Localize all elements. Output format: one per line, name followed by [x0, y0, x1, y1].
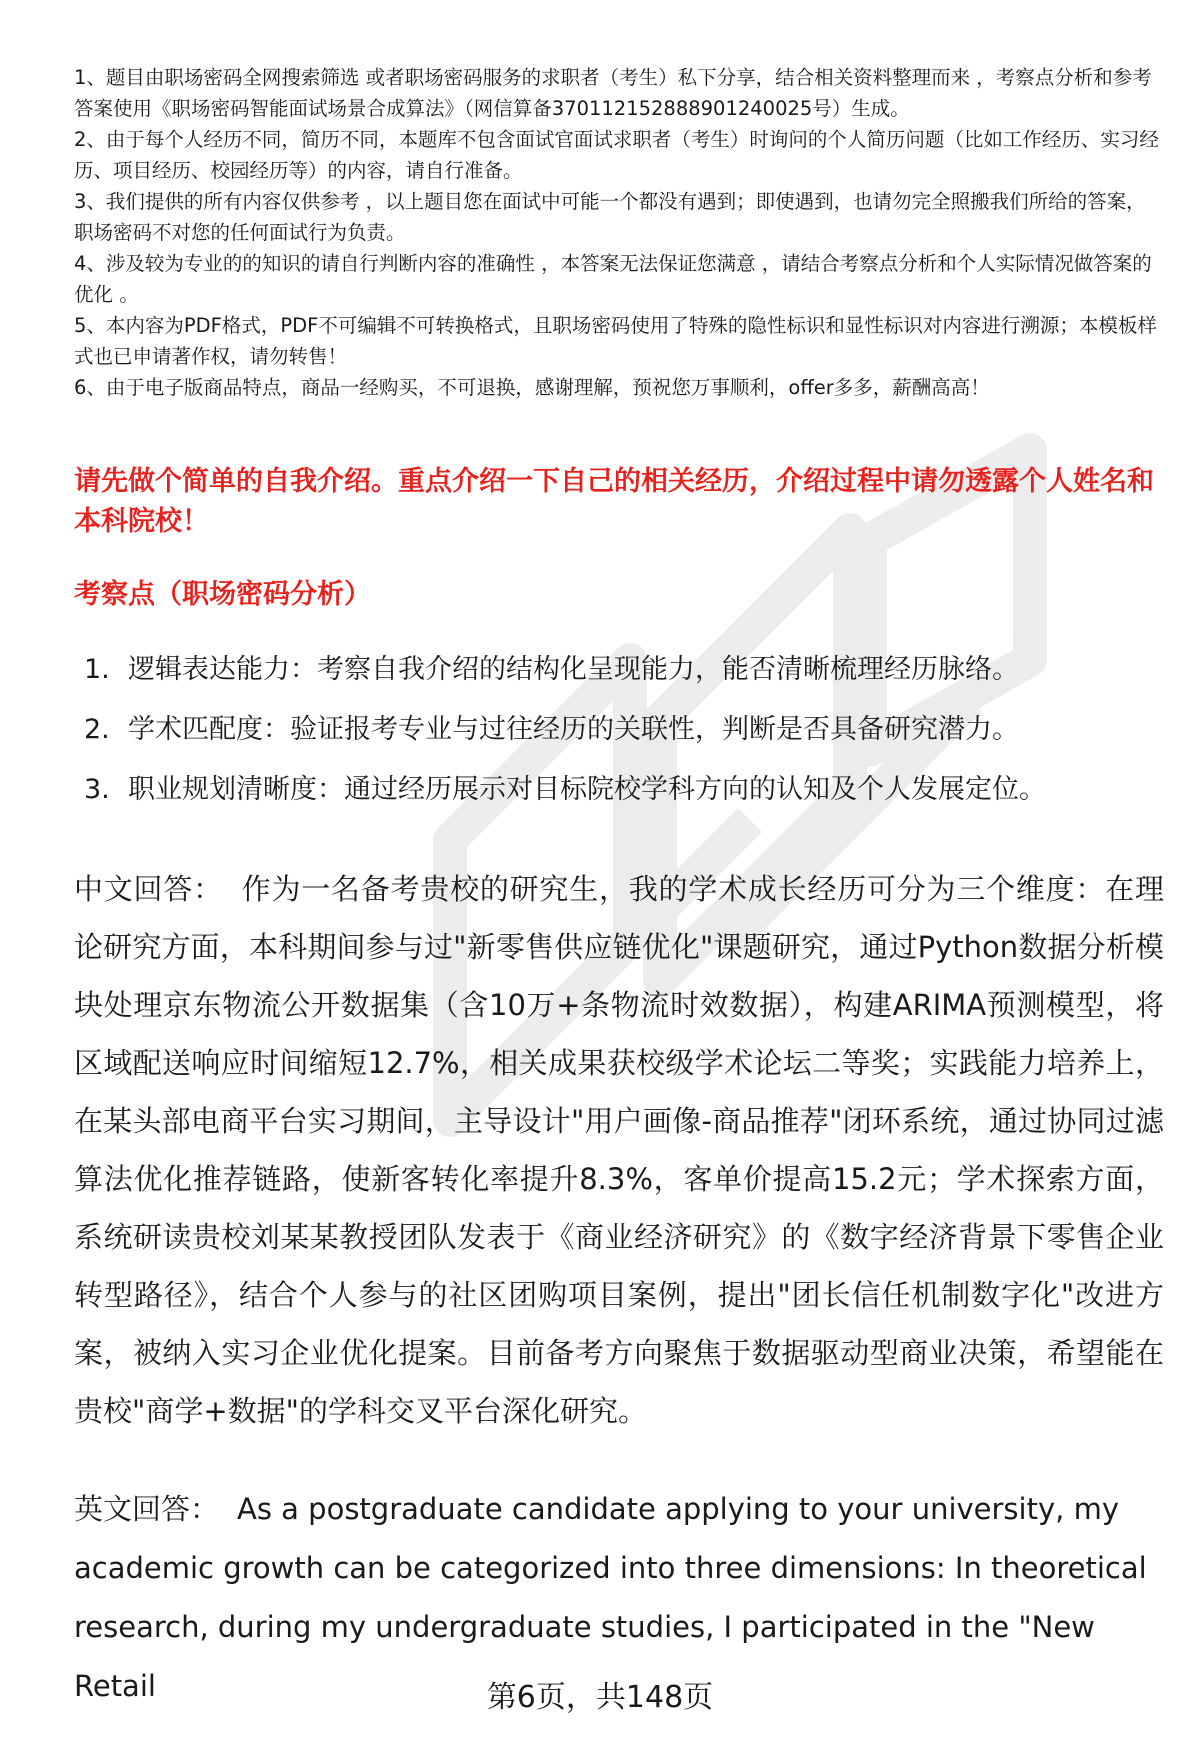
focus-point-text: 职业规划清晰度：通过经历展示对目标院校学科方向的认知及个人发展定位。 [128, 774, 1046, 805]
chinese-answer-label: 中文回答： [74, 872, 223, 906]
focus-point-number: 2. [84, 714, 110, 745]
disclaimer-item: 2、由于每个人经历不同，简历不同，本题库不包含面试官面试求职者（考生）时询问的个人简历问题（比如工作经历、实习经历、项目经历、校园经历等）的内容，请自行准备。 [74, 128, 1159, 182]
chinese-answer [74, 860, 1164, 1440]
disclaimer-item: 4、涉及较为专业的的知识的请自行判断内容的准确性 ，本答案无法保证您满意 ，请结合考察点分析和个人实际情况做答案的优化 。 [74, 252, 1152, 306]
interview-question: 请先做个简单的自我介绍。重点介绍一下自己的相关经历，介绍过程中请勿透露个人姓名和本科院校！ [74, 466, 1154, 537]
focus-point-number: 1. [84, 654, 110, 685]
chinese-answer-text: 作为一名备考贵校的研究生，我的学术成长经历可分为三个维度：在理论研究方面，本科期间参与过"新零售供应链优化"课题研究，通过Python数据分析模块处理京东物流公开数据集（含10万+条物流时效数据），构建ARIMA预测模型，将区域配送响应时间缩短12.7%，相关成果获校级学术论坛二等奖；实践能力培养上，在某头部电商平台实习期间，主导设计"用户画像-商品推荐"闭环系统，通过协同过滤算法优化推荐链路，使新客转化率提升8.3%，客单价提高15.2元；学术探索方面，系统研读贵校刘某某教授团队发表于《商业经济研究》的《数字经济背景下零售企业转型路径》，结合个人参与的社区团购项目案例，提出"团长信任机制数字化"改进方案，被纳入实习企业优化提案。目前备考方向聚焦于数据驱动型商业决策，希望能在贵校"商学+数据"的学科交叉平台深化研究。 [74, 872, 1164, 1428]
disclaimer-item: 3、我们提供的所有内容仅供参考 ，以上题目您在面试中可能一个都没有遇到；即使遇到，也请勿完全照搬我们所给的答案，职场密码不对您的任何面试行为负责。 [74, 190, 1146, 244]
page-number-footer: 第6页，共148页 [486, 1680, 714, 1715]
focus-point-text: 学术匹配度：验证报考专业与过往经历的关联性，判断是否具备研究潜力。 [128, 714, 1019, 745]
english-answer-label: 英文回答： [74, 1492, 220, 1526]
focus-point-text: 逻辑表达能力：考察自我介绍的结构化呈现能力，能否清晰梳理经历脉络。 [128, 654, 1019, 685]
disclaimer-item: 1、题目由职场密码全网搜索筛选 或者职场密码服务的求职者（考生）私下分享，结合相关资料整理而来 ，考察点分析和参考答案使用《职场密码智能面试场景合成算法》（网信算备370112152888901240025号）生成。 [74, 66, 1152, 120]
focus-points-list [84, 650, 1174, 830]
focus-point [84, 770, 1174, 830]
focus-point [84, 650, 1174, 710]
focus-point-number: 3. [84, 774, 110, 805]
focus-section-title: 考察点（职场密码分析） [74, 579, 371, 610]
disclaimer-block [74, 62, 1164, 403]
english-answer-text: As a postgraduate candidate applying to your university, my academic growth can be categorized into three dimensions: In theoretical research, during my undergraduate studies, I participated in the "New Retail [74, 1492, 1147, 1703]
focus-point [84, 710, 1174, 770]
disclaimer-item: 5、本内容为PDF格式，PDF不可编辑不可转换格式，且职场密码使用了特殊的隐性标识和显性标识对内容进行溯源；本模板样式也已申请著作权，请勿转售！ [74, 314, 1157, 368]
disclaimer-item: 6、由于电子版商品特点，商品一经购买，不可退换，感谢理解，预祝您万事顺利，offer多多，薪酬高高！ [74, 376, 990, 399]
